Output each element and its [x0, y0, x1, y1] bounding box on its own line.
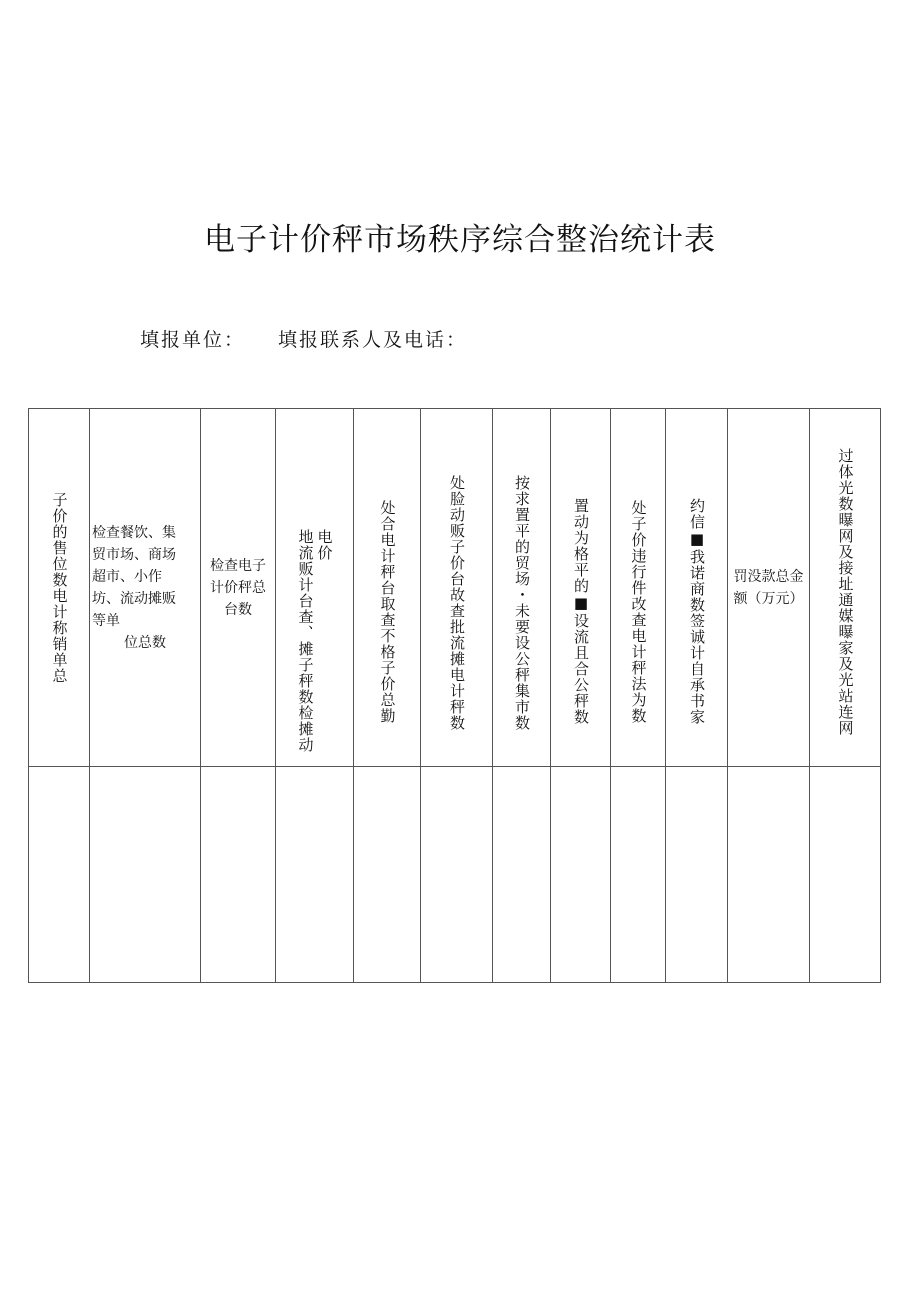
header-fine-amount-text: 罚没款总金额（万元） — [733, 568, 804, 607]
data-cell[interactable] — [90, 767, 201, 983]
data-cell[interactable] — [728, 767, 810, 983]
header-total-units-text: 子价的售位数电计称销单总 — [50, 491, 69, 684]
header-qualified-public-scales-text: 置动为格平的■设流且合公秤数 — [572, 498, 590, 725]
header-cell-inspected-units — [90, 409, 201, 767]
data-cell[interactable] — [551, 767, 611, 983]
table-row — [29, 767, 881, 983]
data-cell[interactable] — [421, 767, 493, 983]
header-markets-without-public-scale-text: 按求置平的贸场・未要设公秤集市数 — [513, 474, 531, 731]
header-seized-scales-text: 处合电计秤台取查不格子价总勤 — [378, 499, 397, 724]
header-violation-cases-text: 处子价违行件改查电计秤法为数 — [629, 499, 648, 724]
data-cell[interactable] — [810, 767, 881, 983]
header-inspected-units-line1: 检查餐饮、集 — [92, 524, 176, 541]
header-cell-media-exposure — [810, 409, 881, 767]
header-inspected-units-line3: 超市、小作 — [92, 568, 162, 585]
header-street-vendor-scales-text-b: 地流贩计台查、摊子秤数检摊动 — [296, 529, 315, 753]
header-cell-total-units — [29, 409, 90, 767]
data-cell[interactable] — [354, 767, 421, 983]
header-cell-violation-cases — [611, 409, 666, 767]
header-cell-inspected-scales — [201, 409, 276, 767]
data-cell[interactable] — [611, 767, 666, 983]
page-title: 电子计价秤市场秩序综合整治统计表 — [204, 222, 716, 258]
header-inspected-units-line2: 贸市场、商场 — [92, 546, 176, 563]
header-cell-seized-scales — [354, 409, 421, 767]
header-cell-qualified-public-scales — [551, 409, 611, 767]
header-media-exposure-text: 过体光数曝网及接址通媒曝家及光站连网 — [836, 447, 855, 736]
data-cell[interactable] — [493, 767, 551, 983]
header-inspected-scales-text: 检查电子计价秤总台数 — [210, 557, 266, 618]
reporting-unit-label: 填报单位： — [140, 329, 246, 351]
header-cell-street-vendor-scales — [276, 409, 354, 767]
data-cell[interactable] — [201, 767, 276, 983]
header-cell-mobile-vendor-scales — [421, 409, 493, 767]
header-inspected-units-line5: 等单 — [92, 612, 120, 629]
header-inspected-units-line4: 坊、流动摊贩 — [92, 590, 176, 607]
data-cell[interactable] — [276, 767, 354, 983]
data-cell[interactable] — [29, 767, 90, 983]
data-cell[interactable] — [666, 767, 728, 983]
header-street-vendor-scales-text-a: 电价 — [315, 529, 334, 561]
header-cell-markets-without-public-scale — [493, 409, 551, 767]
table-header-row — [29, 409, 881, 767]
header-inspected-units-line6: 位总数 — [124, 634, 166, 651]
statistics-table — [28, 408, 881, 983]
header-mobile-vendor-scales-text: 处脸动贩子价台故查批流摊电计秤数 — [448, 474, 466, 731]
contact-person-phone-label: 填报联系人及电话： — [278, 329, 468, 351]
header-integrity-commitments-text: 约信■我诺商数签诚计自承书家 — [688, 498, 706, 725]
header-cell-fine-amount — [728, 409, 810, 767]
header-cell-integrity-commitments — [666, 409, 728, 767]
